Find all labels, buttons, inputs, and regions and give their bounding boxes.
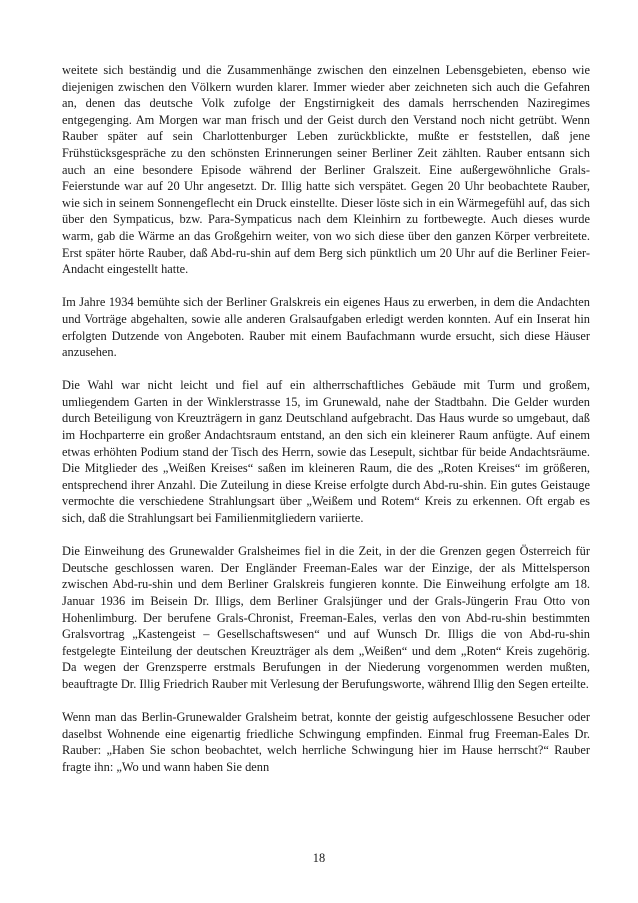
- page-number: 18: [312, 851, 326, 865]
- paragraph-1: weitete sich beständig und die Zusammenhänge zwischen den einzelnen Lebensgebieten, ebenso wie diejenigen zwischen den Völkern wurden klarer. Immer wieder aber zeichneten sich auch die Gefahren an, denen das deutsche Volk zufolge der Engstirnigkeit des damals herrschenden Naziregimes entgegenging. Am Morgen war man frisch und der Geist durch den Verstand noch nicht getrübt. Wenn Rauber später auf sein Charlottenburger Leben zurückblickte, mußte er feststellen, daß jene Frühstücksgespräche zu den schönsten Erinnerungen seiner Berliner Zeit zählten. Rauber entsann sich auch an eine besondere Episode während der Berliner Gralszeit. Eine außergewöhnliche Grals-Feierstunde war auf 20 Uhr angesetzt. Dr. Illig hatte sich verspätet. Gegen 20 Uhr beobachtete Rauber, wie sich in seinem Sonnengeflecht ein Druck einstellte. Dieser löste sich in ein Wärmegefühl auf, das sich über den Sympaticus, bzw. Para-Sympaticus nach dem Kleinhirn zu fortbewegte. Auch dieses wurde warm, gab die Wärme an das Großgehirn weiter, von wo sich diese über den ganzen Körper verbreitete. Erst später hörte Rauber, daß Abd-ru-shin auf dem Berg sich pünktlich um 20 Uhr auf die Berliner Feier-Andacht eingestellt hatte.: [62, 63, 590, 277]
- paragraph-2: Im Jahre 1934 bemühte sich der Berliner Gralskreis ein eigenes Haus zu erwerben, in dem die Andachten und Vorträge abgehalten, sowie alle anderen Gralsaufgaben erledigt werden konnten. Auf ein Inserat hin erfolgten Dutzende von Angeboten. Rauber mit einem Baufachmann wurde ersucht, sich diese Häuser anzusehen.: [62, 295, 590, 360]
- paragraph-5: Wenn man das Berlin-Grunewalder Gralsheim betrat, konnte der geistig aufgeschlossene Besucher oder daselbst Wohnende eine eigenartig friedliche Schwingung empfinden. Einmal frug Freeman-Eales Dr. Rauber: „Haben Sie schon beobachtet, welch herrliche Schwingung hier im Hause herrscht?“ Rauber fragte ihn: „Wo und wann haben Sie denn: [62, 710, 590, 774]
- paragraph-3: Die Wahl war nicht leicht und fiel auf ein altherrschaftliches Gebäude mit Turm und großem, umliegendem Garten in der Winklerstrasse 15, im Grunewald, nahe der Stadtbahn. Die Gelder wurden durch Beteiligung von Kreuzträgern in ganz Deutschland aufgebracht. Das Haus wurde so umgebaut, daß im Hochparterre ein großer Andachtsraum entstand, an den sich ein kleinerer Raum anfügte. Auf einem etwas erhöhten Podium stand der Tisch des Herrn, sowie das Lesepult, sichtbar für beide Andachtsräume. Die Mitglieder des „Weißen Kreises“ saßen im kleineren Raum, die des „Roten Kreises“ im größeren, entsprechend ihrer Anzahl. Die Zuteilung in diese Kreise erfolgte durch Abd-ru-shin. Ein gutes Geistauge vermochte die verschiedene Strahlungsart über „Weißem und Rotem“ Kreis zu erkennen. Oft ergab es sich, daß die Strahlungsart bei Familienmitgliedern variierte.: [62, 378, 590, 526]
- paragraph-4: Die Einweihung des Grunewalder Gralsheimes fiel in die Zeit, in der die Grenzen gegen Österreich für Deutsche geschlossen waren. Der Engländer Freeman-Eales war der Einzige, der als Mittelsperson zwischen Abd-ru-shin und dem Berliner Gralskreis fungieren konnte. Die Einweihung erfolgte am 18. Januar 1936 im Beisein Dr. Illigs, dem Berliner Gralsjünger und der Grals-Jüngerin Frau Otto von Hohenlimburg. Der berufene Grals-Chronist, Freeman-Eales, verlas den von Abd-ru-shin bestimmten Gralsvortrag „Kastengeist – Gesellschaftswesen“ und auf Wunsch Dr. Illigs die von Abd-ru-shin festgelegte Einteilung der deutschen Kreuzträger als dem „Weißen“ und dem „Roten“ Kreis zugehörig. Da wegen der Grenzsperre erstmals Berufungen in der Niederung vorgenommen werden mußten, beauftragte Dr. Illig Friedrich Rauber mit Verlesung der Berufungsworte, während Illig den Segen erteilte.: [62, 544, 590, 691]
- body-text: [62, 62, 590, 792]
